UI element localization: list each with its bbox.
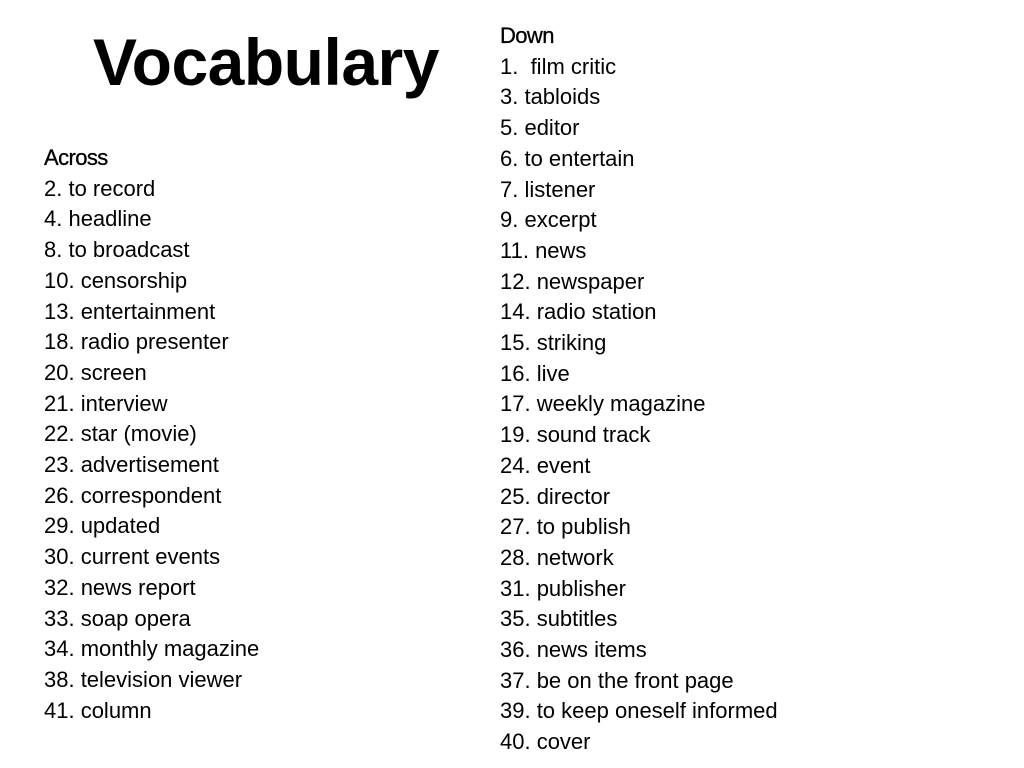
across-item: 8. to broadcast (44, 237, 190, 263)
page-title: Vocabulary (93, 25, 439, 99)
down-item: 28. network (500, 544, 614, 570)
across-item: 4. headline (44, 206, 152, 232)
down-item: 25. director (500, 483, 611, 509)
across-item: 10. censorship (44, 267, 188, 293)
down-item: 17. weekly magazine (500, 391, 706, 417)
down-heading: Down (500, 23, 554, 48)
down-item: 27. to publish (500, 514, 631, 540)
down-item: 1. film critic (500, 53, 617, 79)
across-item: 32. news report (44, 574, 196, 600)
across-item: 41. column (44, 697, 152, 723)
down-item: 12. newspaper (500, 268, 645, 294)
across-item: 20. screen (44, 359, 147, 385)
down-item: 3. tabloids (500, 84, 601, 110)
down-item: 15. striking (500, 330, 607, 356)
across-item: 2. to record (44, 175, 156, 201)
across-item: 18. radio presenter (44, 329, 229, 355)
across-item: 33. soap opera (44, 605, 191, 631)
across-item: 13. entertainment (44, 298, 216, 324)
down-item: 9. excerpt (500, 207, 597, 233)
down-item: 40. cover (500, 729, 591, 755)
across-item: 34. monthly magazine (44, 636, 260, 662)
down-item: 24. event (500, 452, 591, 478)
across-item: 23. advertisement (44, 452, 219, 478)
down-item: 39. to keep oneself informed (500, 698, 778, 724)
down-item: 7. listener (500, 176, 596, 202)
down-item: 36. news items (500, 637, 647, 663)
across-item: 29. updated (44, 513, 161, 539)
down-item: 6. to entertain (500, 145, 635, 171)
down-item: 31. publisher (500, 575, 626, 601)
across-item: 22. star (movie) (44, 421, 197, 447)
down-item: 5. editor (500, 115, 580, 141)
across-item: 21. interview (44, 390, 168, 416)
across-list (44, 143, 259, 726)
down-item: 16. live (500, 360, 570, 386)
across-item: 38. television viewer (44, 666, 243, 692)
down-item: 19. sound track (500, 422, 651, 448)
across-heading: Across (44, 145, 108, 170)
across-item: 26. correspondent (44, 482, 222, 508)
down-item: 35. subtitles (500, 606, 618, 632)
across-item: 30. current events (44, 544, 221, 570)
down-list (500, 21, 778, 758)
down-item: 14. radio station (500, 299, 657, 325)
down-item: 37. be on the front page (500, 667, 734, 693)
down-item: 11. news (500, 237, 587, 263)
